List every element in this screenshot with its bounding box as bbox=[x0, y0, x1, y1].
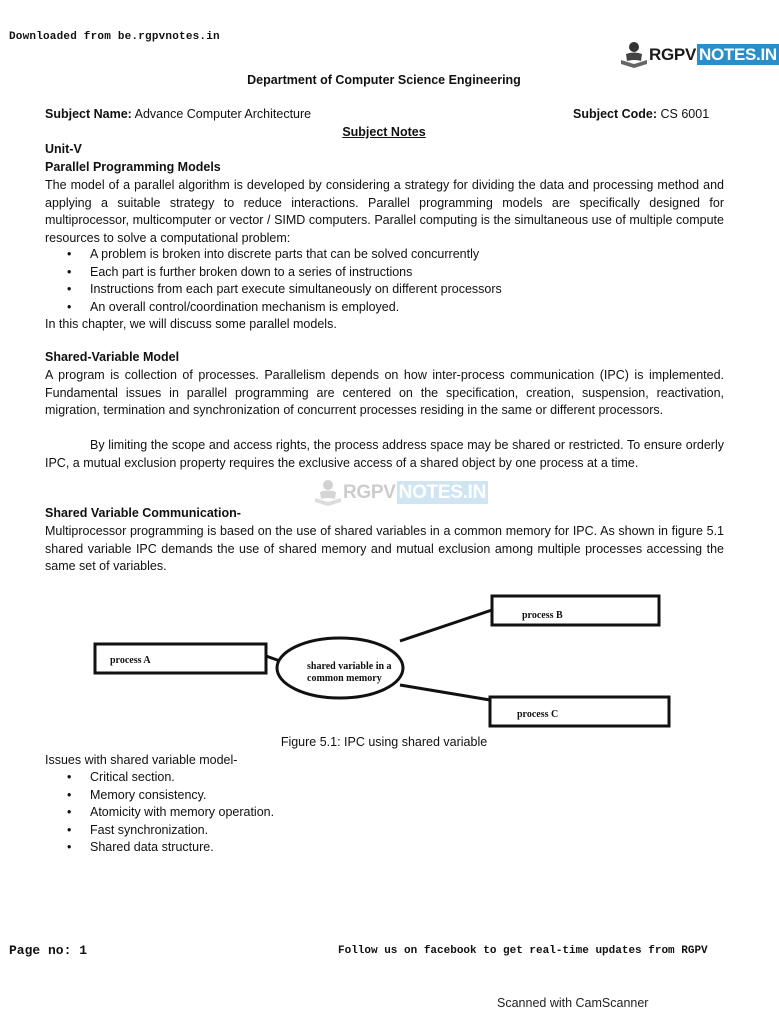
subject-notes-heading: Subject Notes bbox=[342, 125, 426, 139]
list-item: • Fast synchronization. bbox=[45, 822, 274, 840]
logo-suffix: NOTES.IN bbox=[698, 45, 777, 64]
watermark-logo bbox=[313, 478, 488, 508]
section-paragraph: A program is collection of processes. Parallelism depends on how inter-process communication (IPC) is implemented. Fundamental issues in parallel programming are centered on the specification, creation, suspension, reactivation, migration, termination and synchronization of concurrent processes residing in the same or different processors. bbox=[45, 368, 724, 418]
section-title-shared-variable-model: Shared-Variable Model bbox=[45, 350, 180, 364]
rgpv-notes-logo bbox=[619, 40, 779, 70]
list-item: • An overall control/coordination mechanism is employed. bbox=[45, 299, 502, 317]
shared-memory-label-line2: common memory bbox=[307, 673, 382, 684]
list-item: • Instructions from each part execute simultaneously on different processors bbox=[45, 281, 502, 299]
logo-prefix: RGPV bbox=[649, 45, 696, 64]
list-item: • Shared data structure. bbox=[45, 839, 274, 857]
section-paragraph: The model of a parallel algorithm is developed by considering a strategy for dividing the data and processing method and applying a suitable strategy to reduce interactions. Parallel programming models are specifically designed for multiprocessor, multicomputer or vector / SIMD computers. Parallel computing is the simultaneous use of multiple compute resources to solve a computational problem: bbox=[45, 178, 724, 245]
section-closing: In this chapter, we will discuss some parallel models. bbox=[45, 317, 337, 331]
subject-name bbox=[45, 107, 311, 121]
watermark-suffix: NOTES.IN bbox=[398, 482, 486, 503]
unit-heading: Unit-V bbox=[45, 142, 82, 156]
reader-icon bbox=[619, 40, 649, 70]
subject-name-value: Advance Computer Architecture bbox=[131, 107, 312, 121]
facebook-follow-text: Follow us on facebook to get real-time updates from RGPV bbox=[338, 945, 708, 957]
section-paragraph: By limiting the scope and access rights, the process address space may be shared or restricted. To ensure orderly IPC, a mutual exclusion property requires the exclusive access of a shared object by one process at a time. bbox=[45, 438, 724, 470]
reader-icon bbox=[313, 478, 343, 508]
connector-b bbox=[400, 610, 492, 641]
section-title-parallel-models: Parallel Programming Models bbox=[45, 160, 221, 174]
subject-code bbox=[573, 107, 709, 121]
process-c-label: process C bbox=[517, 709, 559, 720]
downloaded-from-text: Downloaded from be.rgpvnotes.in bbox=[9, 31, 220, 43]
process-a-label: process A bbox=[110, 655, 151, 666]
subject-name-label: Subject Name: bbox=[45, 107, 132, 121]
parallel-bullets bbox=[45, 246, 502, 316]
list-item: • Memory consistency. bbox=[45, 787, 274, 805]
section-title-shared-variable-communication: Shared Variable Communication- bbox=[45, 506, 241, 520]
list-item: • A problem is broken into discrete parts that can be solved concurrently bbox=[45, 246, 502, 264]
process-b-box bbox=[492, 596, 659, 625]
ipc-shared-variable-diagram bbox=[90, 588, 670, 733]
department-title: Department of Computer Science Engineering bbox=[247, 73, 521, 87]
connector-c bbox=[400, 685, 490, 700]
section-paragraph: Multiprocessor programming is based on the use of shared variables in a common memory for IPC. As shown in figure 5.1 shared variable IPC demands the use of shared memory and mutual exclusion among multiple processes accessing the same set of variables. bbox=[45, 524, 724, 574]
list-item: • Critical section. bbox=[45, 769, 274, 787]
watermark-prefix: RGPV bbox=[343, 482, 396, 503]
page-number: Page no: 1 bbox=[9, 943, 88, 958]
issues-heading: Issues with shared variable model- bbox=[45, 753, 238, 767]
list-item: • Each part is further broken down to a series of instructions bbox=[45, 264, 502, 282]
process-b-label: process B bbox=[522, 610, 563, 621]
shared-memory-label-line1: shared variable in a bbox=[307, 661, 392, 672]
subject-code-label: Subject Code: bbox=[573, 107, 658, 121]
issues-list bbox=[45, 769, 274, 857]
list-item: • Atomicity with memory operation. bbox=[45, 804, 274, 822]
figure-caption: Figure 5.1: IPC using shared variable bbox=[280, 735, 488, 749]
camscanner-label: Scanned with CamScanner bbox=[497, 996, 649, 1010]
subject-code-value: CS 6001 bbox=[657, 107, 710, 121]
